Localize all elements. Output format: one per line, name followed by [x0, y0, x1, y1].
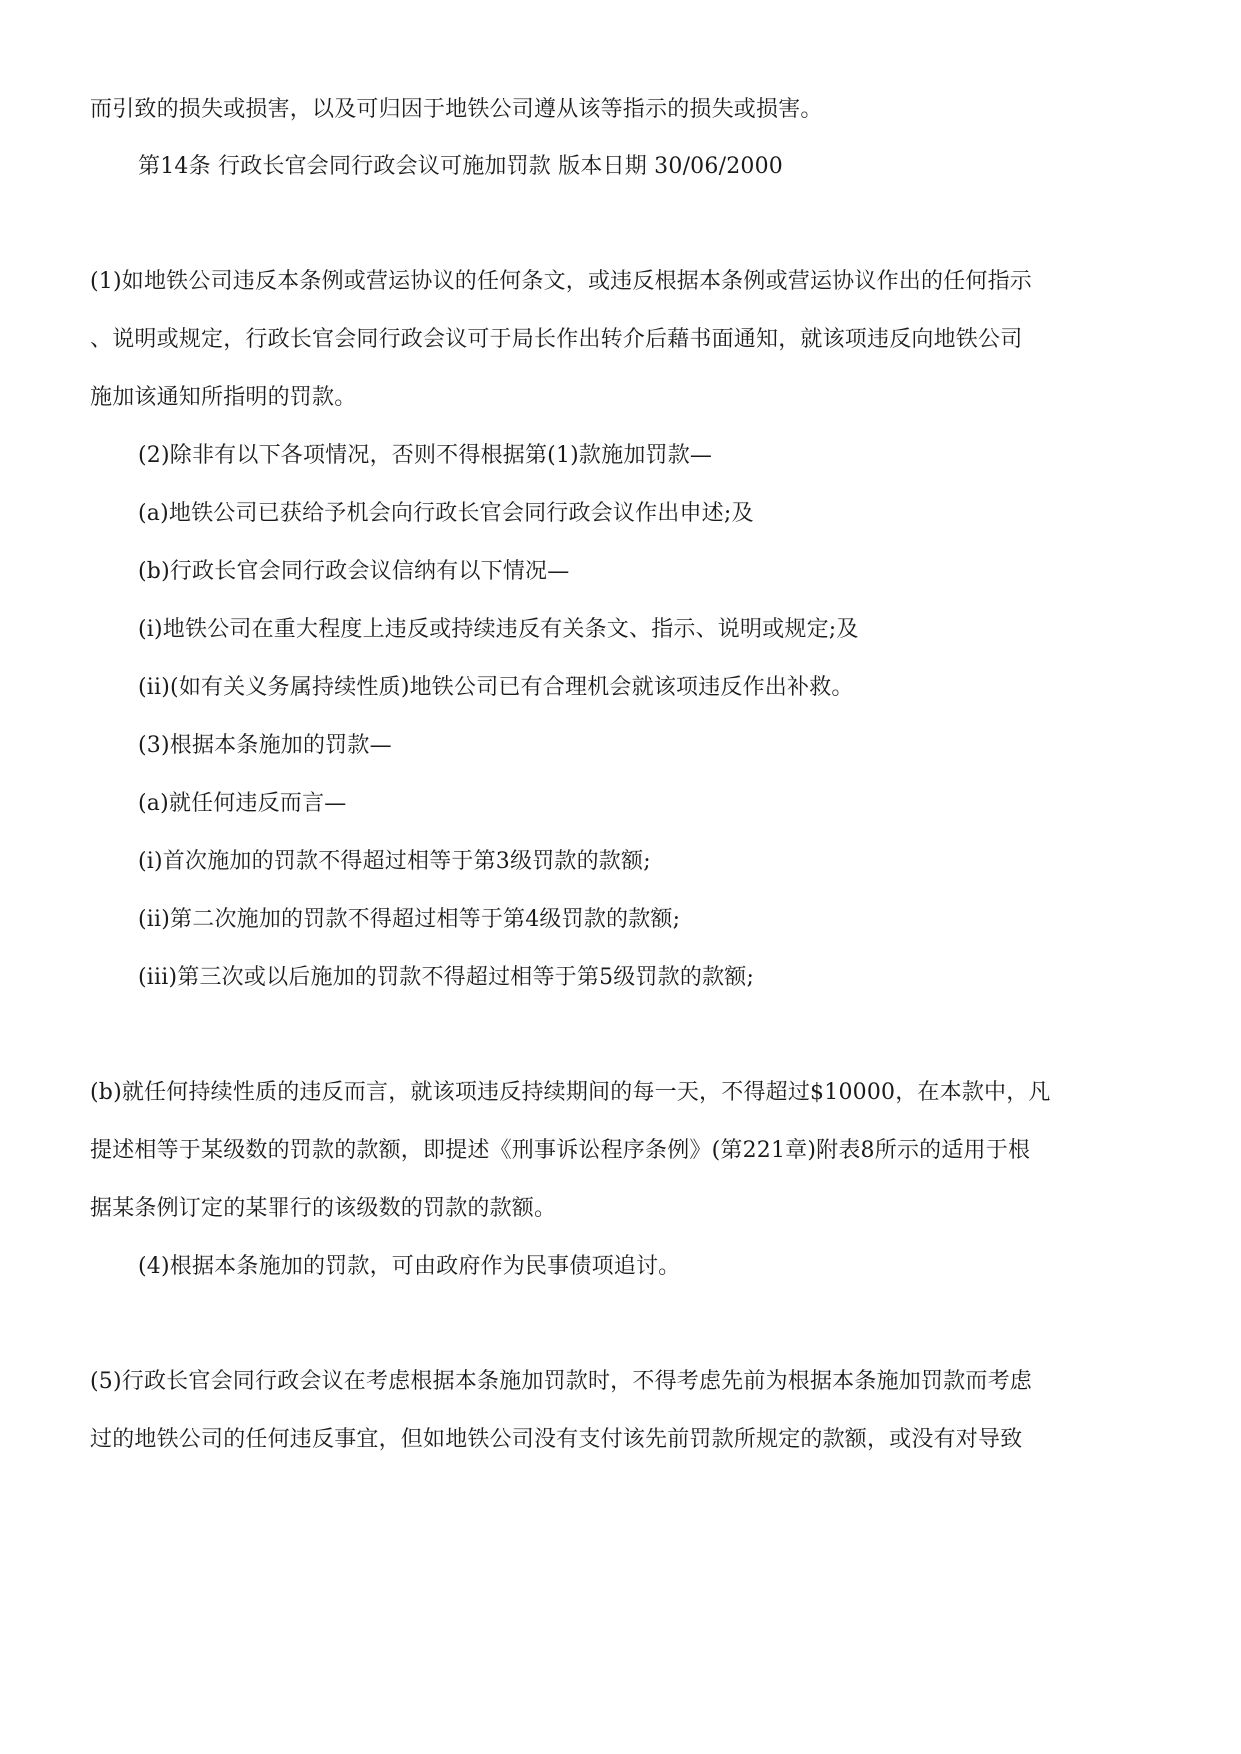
- paragraph-3-item-b-line-3: 据某条例订定的某罪行的该级数的罚款的款额。: [90, 1196, 557, 1221]
- paragraph-1-line-3: 施加该通知所指明的罚款。: [90, 385, 357, 410]
- paragraph-3-item-b-line-2: 提述相等于某级数的罚款的款额，即提述《刑事诉讼程序条例》(第221章)附表8所示的适用于根: [90, 1138, 1031, 1163]
- paragraph-2-item-b-i: (i)地铁公司在重大程度上违反或持续违反有关条文、指示、说明或规定;及: [138, 617, 859, 642]
- paragraph-4: (4)根据本条施加的罚款，可由政府作为民事债项追讨。: [138, 1254, 681, 1279]
- paragraph-1-line-1: (1)如地铁公司违反本条例或营运协议的任何条文，或违反根据本条例或营运协议作出的任何指示: [90, 269, 1032, 294]
- paragraph-3: (3)根据本条施加的罚款—: [138, 733, 392, 758]
- paragraph-3-item-a-i: (i)首次施加的罚款不得超过相等于第3级罚款的款额;: [138, 849, 651, 874]
- paragraph-2-item-b: (b)行政长官会同行政会议信纳有以下情况—: [138, 559, 570, 584]
- paragraph-5-line-1: (5)行政长官会同行政会议在考虑根据本条施加罚款时，不得考虑先前为根据本条施加罚款而考虑: [90, 1369, 1032, 1394]
- paragraph-3-item-b-line-1: (b)就任何持续性质的违反而言，就该项违反持续期间的每一天，不得超过$10000，在本款中，凡: [90, 1080, 1051, 1105]
- section-heading: 第14条 行政长官会同行政会议可施加罚款 版本日期 30/06/2000: [138, 154, 783, 179]
- paragraph-3-item-a: (a)就任何违反而言—: [138, 791, 347, 816]
- paragraph-2: (2)除非有以下各项情况，否则不得根据第(1)款施加罚款—: [138, 443, 713, 468]
- paragraph-5-line-2: 过的地铁公司的任何违反事宜，但如地铁公司没有支付该先前罚款所规定的款额，或没有对导致: [90, 1427, 1023, 1452]
- paragraph-2-item-a: (a)地铁公司已获给予机会向行政长官会同行政会议作出申述;及: [138, 501, 754, 526]
- paragraph-3-item-a-iii: (iii)第三次或以后施加的罚款不得超过相等于第5级罚款的款额;: [138, 965, 755, 990]
- paragraph-3-item-a-ii: (ii)第二次施加的罚款不得超过相等于第4级罚款的款额;: [138, 907, 681, 932]
- continuation-text: 而引致的损失或损害，以及可归因于地铁公司遵从该等指示的损失或损害。: [90, 97, 823, 122]
- paragraph-1-line-2: 、说明或规定，行政长官会同行政会议可于局长作出转介后藉书面通知，就该项违反向地铁公司: [90, 327, 1023, 352]
- paragraph-2-item-b-ii: (ii)(如有关义务属持续性质)地铁公司已有合理机会就该项违反作出补救。: [138, 675, 854, 700]
